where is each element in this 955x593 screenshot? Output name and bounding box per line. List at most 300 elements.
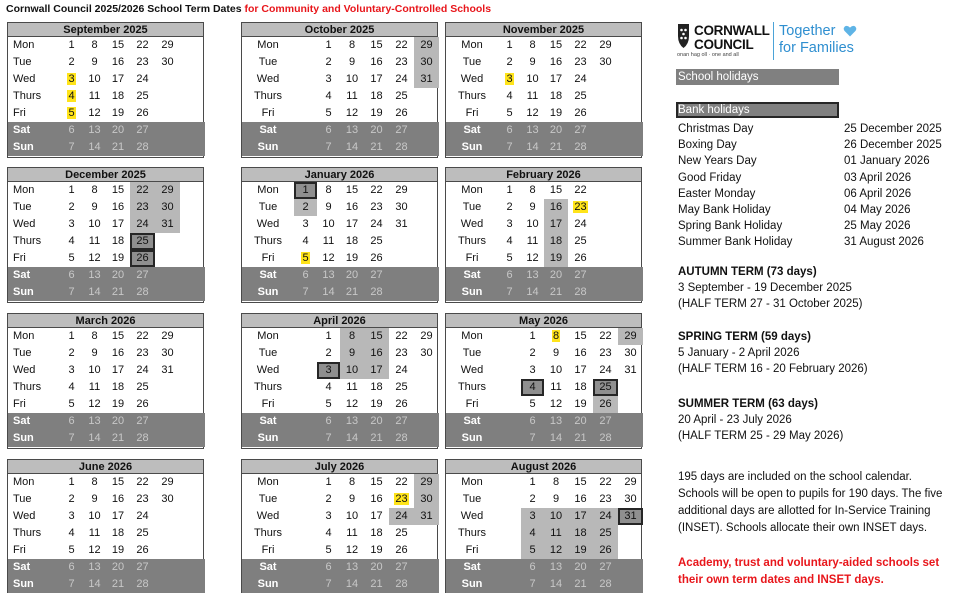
bank-holiday-date: 03 April 2026 bbox=[844, 171, 912, 184]
date-number: 2 bbox=[506, 56, 513, 68]
date-cell bbox=[106, 216, 130, 233]
date-cell bbox=[317, 345, 340, 362]
date-number: 1 bbox=[68, 184, 75, 196]
date-number: 25 bbox=[136, 381, 149, 393]
date-cell bbox=[521, 542, 544, 559]
date-number: 11 bbox=[322, 235, 335, 247]
month-day-grid bbox=[8, 37, 203, 156]
date-cell bbox=[60, 182, 83, 199]
date-cell bbox=[389, 491, 414, 508]
date-number: 20 bbox=[111, 124, 125, 136]
empty-cell bbox=[618, 199, 643, 216]
month-day-grid bbox=[446, 37, 641, 156]
date-number: 17 bbox=[370, 510, 383, 522]
weekday-label: Thurs bbox=[8, 88, 60, 105]
date-number: 12 bbox=[322, 252, 335, 264]
date-number: 17 bbox=[574, 364, 587, 376]
date-number: 20 bbox=[549, 124, 563, 136]
date-number: 28 bbox=[370, 286, 383, 298]
bank-holiday-name: Spring Bank Holiday bbox=[678, 220, 783, 233]
date-cell bbox=[364, 54, 389, 71]
date-number: 7 bbox=[325, 578, 332, 590]
date-number: 29 bbox=[420, 39, 433, 51]
date-number: 6 bbox=[325, 561, 332, 573]
empty-cell bbox=[180, 491, 205, 508]
date-number: 26 bbox=[136, 107, 149, 119]
empty-cell bbox=[618, 559, 643, 576]
date-cell bbox=[389, 559, 414, 576]
date-cell bbox=[83, 54, 106, 71]
date-number: 1 bbox=[68, 39, 75, 51]
date-cell bbox=[106, 413, 130, 430]
date-cell bbox=[414, 37, 439, 54]
month-day-grid bbox=[242, 182, 437, 301]
date-number: 9 bbox=[91, 56, 98, 68]
date-number: 8 bbox=[91, 39, 98, 51]
date-number: 24 bbox=[136, 218, 149, 230]
empty-cell bbox=[498, 508, 521, 525]
date-cell bbox=[544, 284, 568, 301]
empty-cell bbox=[498, 542, 521, 559]
empty-cell bbox=[593, 199, 618, 216]
partner-line1: Together bbox=[779, 23, 836, 39]
empty-cell bbox=[155, 396, 180, 413]
month-title: April 2026 bbox=[242, 314, 437, 328]
date-cell bbox=[364, 105, 389, 122]
date-cell bbox=[364, 199, 389, 216]
date-number: 17 bbox=[370, 364, 383, 376]
date-cell bbox=[83, 362, 106, 379]
empty-cell bbox=[618, 576, 643, 593]
date-cell bbox=[106, 345, 130, 362]
date-number: 5 bbox=[68, 252, 75, 264]
date-number: 17 bbox=[111, 73, 125, 85]
empty-cell bbox=[498, 576, 521, 593]
empty-cell bbox=[155, 139, 180, 156]
weekday-label: Tue bbox=[8, 491, 60, 508]
date-cell bbox=[389, 199, 414, 216]
date-number: 19 bbox=[549, 252, 563, 264]
date-number: 8 bbox=[552, 330, 560, 342]
date-cell bbox=[364, 139, 389, 156]
date-cell bbox=[130, 71, 155, 88]
date-number: 31 bbox=[395, 218, 408, 230]
date-number: 14 bbox=[549, 578, 563, 590]
date-cell bbox=[130, 430, 155, 447]
date-cell bbox=[593, 379, 618, 396]
date-cell bbox=[317, 139, 340, 156]
date-cell bbox=[340, 525, 364, 542]
date-cell bbox=[60, 216, 83, 233]
date-number: 21 bbox=[111, 432, 125, 444]
weekday-label: Mon bbox=[446, 474, 498, 491]
date-number: 14 bbox=[345, 432, 359, 444]
weekday-label: Sat bbox=[242, 267, 294, 284]
date-cell bbox=[544, 508, 568, 525]
date-number: 5 bbox=[68, 544, 75, 556]
month-title: June 2026 bbox=[8, 460, 203, 474]
date-number: 11 bbox=[526, 235, 539, 247]
weekday-label: Sat bbox=[8, 122, 60, 139]
empty-cell bbox=[294, 362, 317, 379]
date-cell bbox=[83, 250, 106, 267]
date-cell bbox=[106, 430, 130, 447]
weekday-label: Mon bbox=[242, 474, 294, 491]
date-number: 15 bbox=[574, 476, 587, 488]
date-number: 6 bbox=[529, 561, 536, 573]
date-cell bbox=[317, 182, 340, 199]
date-cell bbox=[521, 413, 544, 430]
date-number: 30 bbox=[420, 347, 433, 359]
date-number: 6 bbox=[506, 269, 513, 281]
date-cell bbox=[593, 491, 618, 508]
date-cell bbox=[60, 430, 83, 447]
date-number: 27 bbox=[395, 124, 408, 136]
date-cell bbox=[60, 379, 83, 396]
month-title: February 2026 bbox=[446, 168, 641, 182]
date-number: 25 bbox=[136, 235, 149, 247]
date-number: 16 bbox=[370, 56, 383, 68]
empty-cell bbox=[389, 267, 414, 284]
date-cell bbox=[106, 182, 130, 199]
date-number: 12 bbox=[526, 107, 539, 119]
date-number: 8 bbox=[348, 476, 356, 488]
date-cell bbox=[544, 88, 568, 105]
date-number: 18 bbox=[111, 381, 125, 393]
term-half-term: (HALF TERM 25 - 29 May 2026) bbox=[678, 430, 844, 442]
empty-cell bbox=[294, 508, 317, 525]
date-number: 19 bbox=[111, 107, 125, 119]
date-number: 17 bbox=[574, 510, 587, 522]
date-cell bbox=[618, 474, 643, 491]
bank-holiday-date: 31 August 2026 bbox=[844, 236, 924, 249]
date-number: 17 bbox=[111, 510, 125, 522]
weekday-label: Mon bbox=[8, 182, 60, 199]
date-number: 21 bbox=[549, 141, 563, 153]
weekday-label: Wed bbox=[8, 508, 60, 525]
date-number: 16 bbox=[111, 56, 125, 68]
date-number: 7 bbox=[506, 286, 513, 298]
date-cell bbox=[593, 525, 618, 542]
date-cell bbox=[544, 122, 568, 139]
date-cell bbox=[317, 576, 340, 593]
weekday-label: Wed bbox=[242, 216, 294, 233]
council-name-line2: COUNCIL bbox=[694, 37, 754, 52]
bank-holiday-name: Boxing Day bbox=[678, 139, 737, 152]
date-number: 11 bbox=[346, 381, 358, 393]
date-number: 29 bbox=[161, 476, 174, 488]
term-title: SPRING TERM (59 days) bbox=[678, 331, 811, 343]
weekday-label: Sun bbox=[242, 139, 294, 156]
date-cell bbox=[340, 105, 364, 122]
date-cell bbox=[389, 379, 414, 396]
date-cell bbox=[568, 396, 593, 413]
date-cell bbox=[60, 542, 83, 559]
date-number: 28 bbox=[395, 432, 408, 444]
date-cell bbox=[106, 71, 130, 88]
weekday-label: Wed bbox=[242, 362, 294, 379]
date-number: 17 bbox=[370, 73, 383, 85]
date-cell bbox=[130, 199, 155, 216]
date-cell bbox=[340, 88, 364, 105]
date-cell bbox=[340, 474, 364, 491]
date-number: 28 bbox=[395, 578, 408, 590]
weekday-label: Sun bbox=[242, 430, 294, 447]
date-number: 4 bbox=[325, 527, 332, 539]
date-cell bbox=[83, 379, 106, 396]
date-cell bbox=[568, 328, 593, 345]
date-number: 30 bbox=[395, 201, 408, 213]
date-number: 31 bbox=[161, 218, 174, 230]
date-number: 23 bbox=[370, 201, 383, 213]
date-number: 2 bbox=[68, 493, 75, 505]
date-cell bbox=[618, 328, 643, 345]
date-cell bbox=[60, 345, 83, 362]
date-number: 29 bbox=[395, 184, 408, 196]
date-cell bbox=[544, 139, 568, 156]
date-cell bbox=[389, 525, 414, 542]
date-cell bbox=[364, 396, 389, 413]
date-cell bbox=[498, 37, 521, 54]
date-number: 16 bbox=[574, 347, 587, 359]
empty-cell bbox=[155, 88, 180, 105]
date-number: 6 bbox=[68, 124, 75, 136]
date-number: 18 bbox=[549, 235, 563, 247]
month-calendar bbox=[7, 22, 204, 158]
month-day-grid bbox=[242, 37, 437, 156]
empty-cell bbox=[294, 491, 317, 508]
date-number: 17 bbox=[549, 218, 563, 230]
empty-cell bbox=[618, 430, 643, 447]
date-cell bbox=[83, 105, 106, 122]
weekday-label: Tue bbox=[8, 54, 60, 71]
date-cell bbox=[83, 122, 106, 139]
date-cell bbox=[521, 88, 544, 105]
date-cell bbox=[544, 54, 568, 71]
date-number: 7 bbox=[302, 286, 309, 298]
date-cell bbox=[618, 491, 643, 508]
date-cell bbox=[106, 250, 130, 267]
date-cell bbox=[130, 413, 155, 430]
date-cell bbox=[60, 250, 83, 267]
term-block bbox=[678, 264, 863, 312]
month-title: December 2025 bbox=[8, 168, 203, 182]
date-cell bbox=[83, 199, 106, 216]
date-number: 2 bbox=[68, 56, 75, 68]
empty-cell bbox=[180, 71, 205, 88]
date-cell bbox=[593, 328, 618, 345]
weekday-label: Tue bbox=[242, 54, 294, 71]
date-number: 9 bbox=[91, 347, 98, 359]
date-number: 26 bbox=[395, 544, 408, 556]
date-number: 29 bbox=[161, 39, 174, 51]
empty-cell bbox=[414, 233, 439, 250]
date-cell bbox=[568, 474, 593, 491]
date-cell bbox=[389, 105, 414, 122]
date-number: 17 bbox=[111, 364, 125, 376]
empty-cell bbox=[294, 474, 317, 491]
weekday-label: Tue bbox=[242, 199, 294, 216]
empty-cell bbox=[155, 105, 180, 122]
date-number: 3 bbox=[325, 73, 332, 85]
empty-cell bbox=[618, 88, 643, 105]
date-number: 31 bbox=[420, 73, 433, 85]
date-number: 25 bbox=[574, 235, 587, 247]
date-cell bbox=[106, 559, 130, 576]
empty-cell bbox=[593, 71, 618, 88]
date-cell bbox=[568, 216, 593, 233]
date-cell bbox=[618, 345, 643, 362]
date-cell bbox=[294, 216, 317, 233]
date-number: 13 bbox=[322, 269, 335, 281]
date-number: 23 bbox=[599, 493, 612, 505]
date-number: 5 bbox=[325, 544, 332, 556]
date-cell bbox=[60, 559, 83, 576]
date-number: 14 bbox=[88, 141, 101, 153]
empty-cell bbox=[498, 474, 521, 491]
empty-cell bbox=[180, 430, 205, 447]
date-number: 15 bbox=[370, 330, 383, 342]
date-number: 2 bbox=[68, 201, 75, 213]
date-number: 10 bbox=[88, 218, 101, 230]
date-cell bbox=[60, 37, 83, 54]
date-cell bbox=[364, 250, 389, 267]
weekday-label: Fri bbox=[242, 250, 294, 267]
date-cell bbox=[60, 328, 83, 345]
date-number: 21 bbox=[549, 286, 563, 298]
empty-cell bbox=[180, 379, 205, 396]
date-number: 18 bbox=[370, 381, 383, 393]
date-cell bbox=[389, 88, 414, 105]
date-cell bbox=[568, 345, 593, 362]
date-number: 19 bbox=[111, 252, 125, 264]
empty-cell bbox=[593, 139, 618, 156]
empty-cell bbox=[180, 139, 205, 156]
date-number: 13 bbox=[345, 415, 359, 427]
date-number: 4 bbox=[68, 527, 75, 539]
date-number: 21 bbox=[111, 141, 125, 153]
month-calendar bbox=[241, 313, 438, 449]
empty-cell bbox=[414, 216, 439, 233]
bank-holiday-date: 04 May 2026 bbox=[844, 203, 911, 216]
empty-cell bbox=[414, 199, 439, 216]
date-cell bbox=[60, 267, 83, 284]
date-cell bbox=[593, 345, 618, 362]
date-cell bbox=[521, 430, 544, 447]
date-cell bbox=[106, 105, 130, 122]
date-cell bbox=[618, 362, 643, 379]
date-cell bbox=[364, 233, 389, 250]
month-day-grid bbox=[242, 328, 437, 447]
month-day-grid bbox=[8, 182, 203, 301]
date-cell bbox=[389, 345, 414, 362]
date-number: 12 bbox=[88, 107, 101, 119]
date-number: 28 bbox=[599, 578, 612, 590]
date-cell bbox=[60, 139, 83, 156]
date-number: 27 bbox=[395, 561, 408, 573]
date-number: 25 bbox=[370, 235, 383, 247]
date-number: 26 bbox=[395, 107, 408, 119]
weekday-label: Mon bbox=[8, 474, 60, 491]
date-number: 3 bbox=[529, 364, 536, 376]
date-number: 23 bbox=[395, 56, 408, 68]
date-cell bbox=[568, 54, 593, 71]
date-number: 23 bbox=[574, 56, 587, 68]
date-cell bbox=[155, 328, 180, 345]
empty-cell bbox=[180, 474, 205, 491]
empty-cell bbox=[180, 362, 205, 379]
date-cell bbox=[340, 328, 364, 345]
date-cell bbox=[106, 199, 130, 216]
date-number: 26 bbox=[136, 544, 149, 556]
date-number: 23 bbox=[599, 347, 612, 359]
empty-cell bbox=[180, 216, 205, 233]
empty-cell bbox=[180, 413, 205, 430]
date-cell bbox=[130, 474, 155, 491]
empty-cell bbox=[294, 396, 317, 413]
empty-cell bbox=[180, 525, 205, 542]
date-number: 22 bbox=[136, 39, 149, 51]
date-cell bbox=[340, 542, 364, 559]
empty-cell bbox=[155, 233, 180, 250]
date-cell bbox=[521, 559, 544, 576]
date-cell bbox=[544, 542, 568, 559]
date-cell bbox=[544, 576, 568, 593]
date-cell bbox=[521, 284, 544, 301]
date-cell bbox=[544, 105, 568, 122]
date-number: 21 bbox=[370, 141, 383, 153]
date-number: 11 bbox=[88, 381, 101, 393]
date-number: 19 bbox=[111, 544, 125, 556]
date-number: 16 bbox=[549, 56, 563, 68]
date-cell bbox=[340, 491, 364, 508]
academy-warning: Academy, trust and voluntary-aided schools set their own term dates and INSET days. bbox=[678, 557, 940, 586]
date-cell bbox=[317, 413, 340, 430]
date-cell bbox=[364, 182, 389, 199]
date-number: 8 bbox=[552, 476, 560, 488]
date-number: 1 bbox=[529, 476, 536, 488]
date-number: 20 bbox=[111, 415, 125, 427]
date-cell bbox=[521, 267, 544, 284]
bank-holiday-name: Easter Monday bbox=[678, 187, 756, 200]
empty-cell bbox=[414, 559, 439, 576]
empty-cell bbox=[294, 71, 317, 88]
date-cell bbox=[294, 250, 317, 267]
date-cell bbox=[544, 267, 568, 284]
date-number: 4 bbox=[325, 90, 332, 102]
date-cell bbox=[317, 284, 340, 301]
empty-cell bbox=[155, 576, 180, 593]
date-cell bbox=[389, 508, 414, 525]
date-cell bbox=[544, 328, 568, 345]
date-cell bbox=[544, 474, 568, 491]
date-number: 9 bbox=[529, 201, 536, 213]
weekday-label: Wed bbox=[446, 71, 498, 88]
date-cell bbox=[389, 54, 414, 71]
date-number: 2 bbox=[68, 347, 75, 359]
bank-holiday-date: 26 December 2025 bbox=[844, 139, 942, 152]
date-cell bbox=[83, 576, 106, 593]
date-number: 10 bbox=[345, 364, 359, 376]
weekday-label: Mon bbox=[242, 182, 294, 199]
empty-cell bbox=[498, 559, 521, 576]
date-number: 18 bbox=[370, 527, 383, 539]
weekday-label: Tue bbox=[446, 54, 498, 71]
date-number: 3 bbox=[68, 218, 75, 230]
date-cell bbox=[364, 328, 389, 345]
empty-cell bbox=[593, 216, 618, 233]
date-number: 24 bbox=[395, 510, 408, 522]
